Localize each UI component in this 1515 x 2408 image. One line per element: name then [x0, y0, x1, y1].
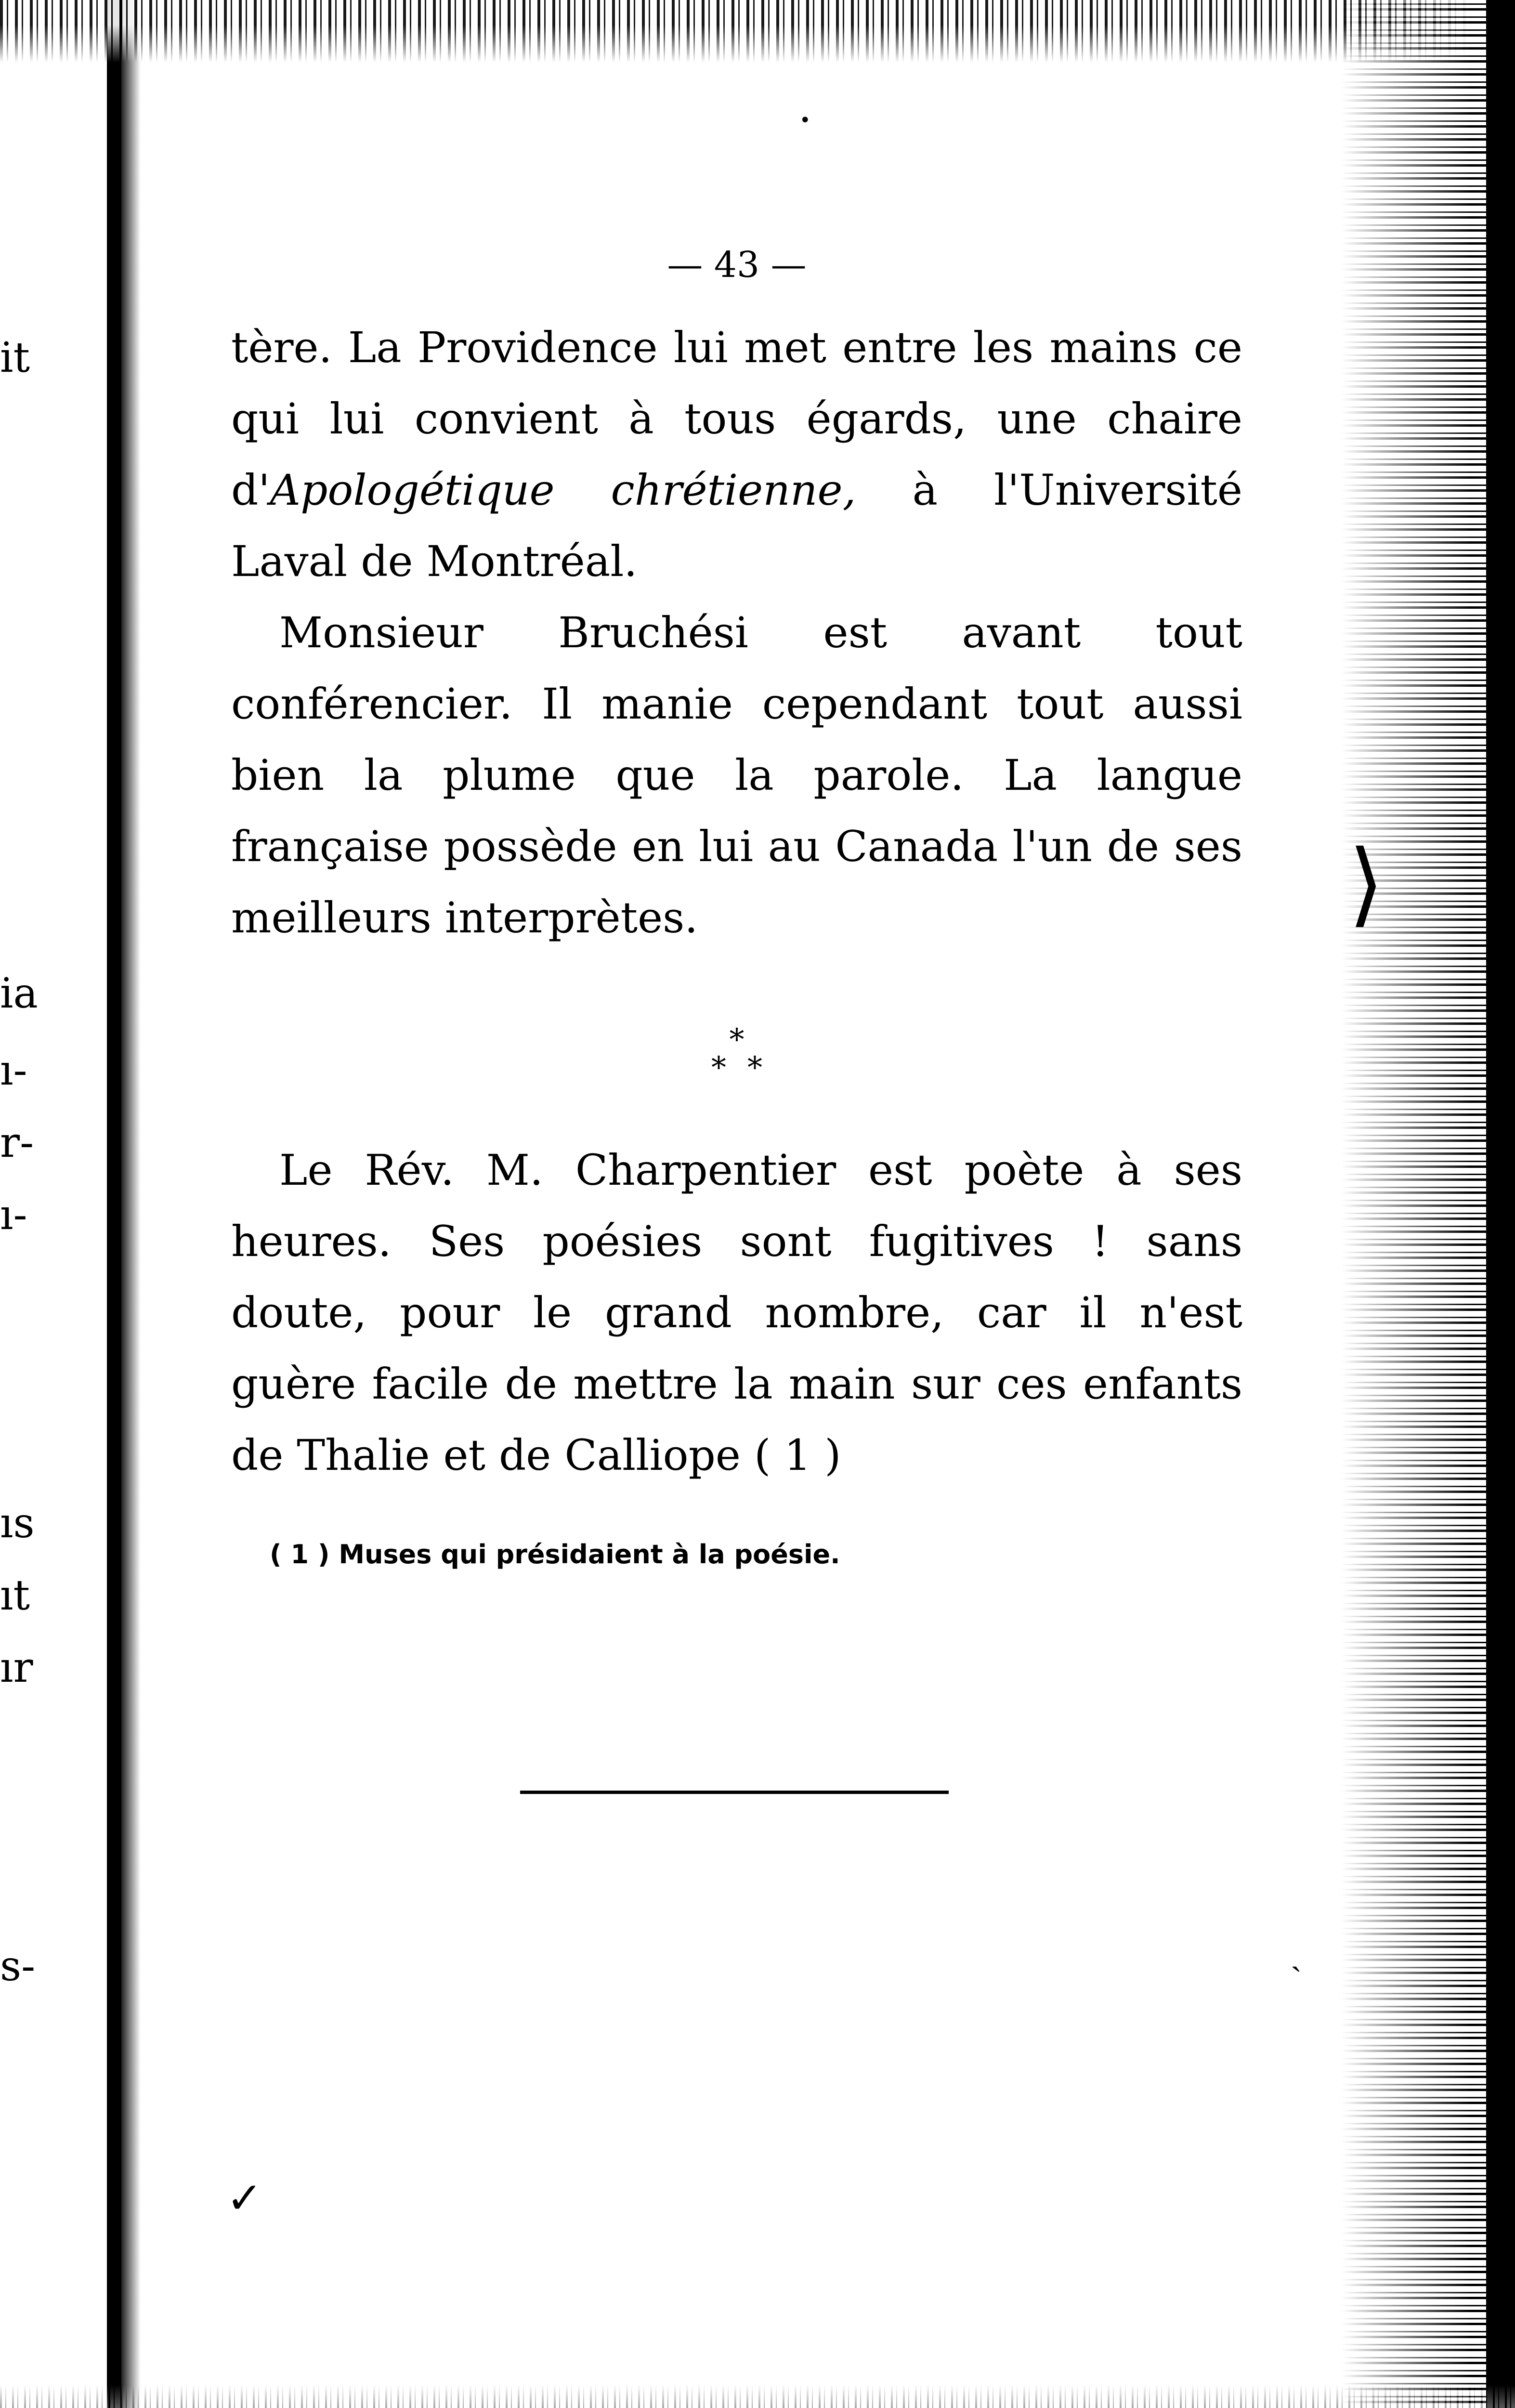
- margin-fragment: r-: [0, 1119, 34, 1167]
- asterism-star: *: [711, 1050, 726, 1085]
- margin-fragment: it: [0, 334, 30, 382]
- asterism: [231, 1022, 1242, 1085]
- page-content: [231, 241, 1242, 1574]
- margin-fragment: ır: [0, 1644, 33, 1692]
- asterism-star: *: [729, 1022, 744, 1057]
- margin-fragment: ia: [0, 969, 38, 1018]
- margin-fragment: ıs: [0, 1499, 35, 1547]
- binding-gradient: [121, 0, 141, 2408]
- paragraph-continuation: [231, 312, 1242, 597]
- scan-noise-top: [0, 0, 1515, 63]
- margin-fragment: s-: [0, 1942, 36, 1990]
- footnote: ( 1 ) Muses qui présidaient à la poésie.: [270, 1539, 840, 1570]
- end-rule: [520, 1791, 949, 1794]
- margin-fragment: ıt: [0, 1571, 30, 1620]
- paragraph-bruchesi: Monsieur Bruchési est avant tout conférencier. Il manie cependant tout aussi bien la plume que la parole. La langue française possède en lui au Canada l'un de ses meilleurs interprètes.: [231, 608, 1242, 942]
- pencil-tick-mark: ✓: [226, 2173, 263, 2224]
- paragraph-text: tère. La Providence lui met entre les mains ce qui lui convient à tous égards, une chaire d': [231, 323, 1242, 515]
- paragraph-text: à l'Université Laval de Montréal.: [231, 465, 1243, 586]
- paragraph-charpentier: Le Rév. M. Charpentier est poète à ses heures. Ses poésies sont fugitives ! sans doute, pour le grand nombre, car il n'est guère facile de mettre la main sur ces enfants de Thalie et de Calliope ( 1 ): [231, 1145, 1242, 1480]
- scan-edge-right: [1486, 0, 1515, 2408]
- page-number: — 43 —: [667, 244, 807, 286]
- pencil-mark: ˏ: [1291, 1933, 1302, 1973]
- scan-noise-bottom: [0, 2385, 1515, 2408]
- ink-dot: •: [799, 109, 811, 131]
- asterism-star: *: [747, 1050, 762, 1085]
- margin-fragment: ı-: [0, 1047, 27, 1095]
- margin-fragment: ı-: [0, 1191, 27, 1239]
- previous-page-edge: [0, 0, 116, 2408]
- margin-bracket-mark: ⟩: [1348, 830, 1384, 937]
- binding-shadow: [107, 0, 121, 2408]
- italic-title: Apologétique chrétienne,: [270, 465, 856, 515]
